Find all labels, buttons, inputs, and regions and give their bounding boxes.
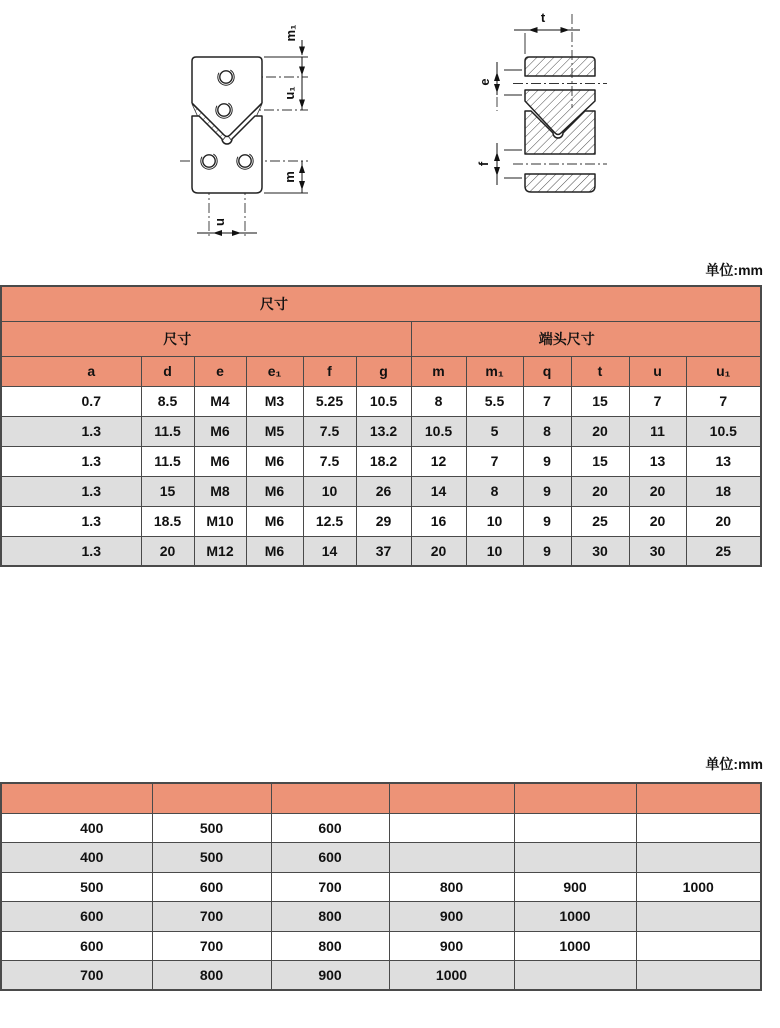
table-cell: 7.5 — [303, 416, 356, 446]
table-cell: 12 — [411, 446, 466, 476]
section-lower-block-bottom — [525, 174, 595, 192]
table-cell: 18.2 — [356, 446, 411, 476]
column-header-cell: g — [356, 356, 411, 386]
table-cell: 37 — [356, 536, 411, 566]
table-cell: 400 — [1, 843, 152, 873]
table-cell: M6 — [194, 416, 246, 446]
table-cell: 1000 — [514, 931, 636, 961]
table-cell: 900 — [389, 902, 514, 932]
column-header-cell: m₁ — [466, 356, 523, 386]
table-row — [1, 843, 761, 873]
dim-label-m1: m₁ — [283, 24, 298, 42]
table-row — [1, 813, 761, 843]
table-cell: 20 — [141, 536, 194, 566]
dim-label-u1: u₁ — [282, 86, 297, 100]
table-cell: 800 — [271, 931, 389, 961]
table-cell: 20 — [686, 506, 761, 536]
table-cell: 10.5 — [686, 416, 761, 446]
table-cell: 9 — [523, 476, 571, 506]
table-row — [1, 476, 761, 506]
table-cell — [514, 961, 636, 991]
length-table — [0, 782, 762, 991]
table-cell: 7 — [629, 386, 686, 416]
table-row — [1, 902, 761, 932]
table-cell: M6 — [246, 476, 303, 506]
table-row — [1, 872, 761, 902]
table-cell: M10 — [194, 506, 246, 536]
column-header-cell: u₁ — [686, 356, 761, 386]
table-cell: 700 — [1, 961, 152, 991]
column-header-cell: e — [194, 356, 246, 386]
table-cell: M3 — [246, 386, 303, 416]
column-header-cell — [636, 783, 761, 813]
table-cell: M6 — [246, 506, 303, 536]
table-cell: 600 — [1, 931, 152, 961]
table-cell: 7 — [523, 386, 571, 416]
table-cell: 1.3 — [1, 446, 141, 476]
table-cell: 13 — [629, 446, 686, 476]
table-cell: 1000 — [389, 961, 514, 991]
table-cell: 10.5 — [411, 416, 466, 446]
dimension-table-body — [1, 386, 761, 566]
table-title: 尺寸 — [1, 286, 761, 321]
dim-label-m: m — [282, 171, 297, 183]
front-view-drawing — [180, 25, 308, 238]
table-cell: 30 — [629, 536, 686, 566]
column-header-cell: t — [571, 356, 629, 386]
dim-label-e: e — [477, 78, 492, 86]
table-cell: 700 — [271, 872, 389, 902]
group-header-row — [1, 321, 761, 356]
table-cell: 5.25 — [303, 386, 356, 416]
table-cell: 13.2 — [356, 416, 411, 446]
table-cell: 15 — [571, 386, 629, 416]
unit-label-top: 单位:mm — [705, 262, 763, 278]
column-header-cell — [152, 783, 271, 813]
group-header-dimensions: 尺寸 — [1, 321, 411, 356]
table-row — [1, 961, 761, 991]
dim-label-t: t — [540, 10, 546, 25]
table-row — [1, 506, 761, 536]
section-top-block — [525, 57, 595, 76]
table-cell: M6 — [246, 446, 303, 476]
table-cell: 7 — [686, 386, 761, 416]
column-header-cell: e₁ — [246, 356, 303, 386]
table-cell: 8 — [523, 416, 571, 446]
table-cell — [636, 961, 761, 991]
table-row — [1, 446, 761, 476]
column-header-cell: u — [629, 356, 686, 386]
table-cell: 10.5 — [356, 386, 411, 416]
table-cell: 25 — [571, 506, 629, 536]
table-cell: 5.5 — [466, 386, 523, 416]
column-header-cell: d — [141, 356, 194, 386]
table-cell — [636, 843, 761, 873]
table-cell: 700 — [152, 902, 271, 932]
table-cell: 0.7 — [1, 386, 141, 416]
table-cell: 1000 — [636, 872, 761, 902]
table-cell — [389, 813, 514, 843]
table-cell — [514, 843, 636, 873]
table-cell: 11.5 — [141, 446, 194, 476]
table-cell: 1000 — [514, 902, 636, 932]
column-header-cell — [514, 783, 636, 813]
table-cell: 600 — [152, 872, 271, 902]
table-cell: 7 — [466, 446, 523, 476]
table-cell: 13 — [686, 446, 761, 476]
section-view-drawing — [476, 10, 607, 192]
table-cell: 500 — [152, 843, 271, 873]
table-cell: 1.3 — [1, 416, 141, 446]
group-header-end-dimensions: 端头尺寸 — [411, 321, 761, 356]
table-cell: 10 — [466, 506, 523, 536]
table-cell: 500 — [152, 813, 271, 843]
table-cell: 9 — [523, 506, 571, 536]
table-cell: 1.3 — [1, 476, 141, 506]
table-cell: 15 — [141, 476, 194, 506]
table-cell: 400 — [1, 813, 152, 843]
table-cell: 1.3 — [1, 506, 141, 536]
table-row — [1, 416, 761, 446]
dim-label-f: f — [476, 161, 491, 167]
table-cell: 900 — [271, 961, 389, 991]
column-header-cell: a — [1, 356, 141, 386]
column-header-cell: f — [303, 356, 356, 386]
table-cell: 16 — [411, 506, 466, 536]
table-cell: 600 — [271, 813, 389, 843]
table-cell: 20 — [629, 476, 686, 506]
table-cell: 10 — [466, 536, 523, 566]
table-cell: 18.5 — [141, 506, 194, 536]
table-cell: 20 — [571, 416, 629, 446]
table-cell: 12.5 — [303, 506, 356, 536]
table-row — [1, 536, 761, 566]
table-cell: 8.5 — [141, 386, 194, 416]
table-cell: 14 — [411, 476, 466, 506]
table-cell — [636, 931, 761, 961]
table-cell: 8 — [411, 386, 466, 416]
table-title-row — [1, 286, 761, 321]
dimension-table — [0, 285, 762, 567]
table-cell — [389, 843, 514, 873]
unit-label-bottom: 单位:mm — [705, 756, 763, 772]
table-cell — [636, 813, 761, 843]
column-header-cell — [389, 783, 514, 813]
table-cell: 8 — [466, 476, 523, 506]
table-cell: 25 — [686, 536, 761, 566]
column-header-cell — [1, 783, 152, 813]
table-cell: 30 — [571, 536, 629, 566]
table-cell: 20 — [411, 536, 466, 566]
table-cell: 18 — [686, 476, 761, 506]
table-cell: M8 — [194, 476, 246, 506]
table-cell: 20 — [629, 506, 686, 536]
table-cell — [636, 902, 761, 932]
table-cell: 7.5 — [303, 446, 356, 476]
table-cell: M6 — [194, 446, 246, 476]
table-row — [1, 386, 761, 416]
table-cell: 29 — [356, 506, 411, 536]
table-cell: 9 — [523, 536, 571, 566]
length-table-body — [1, 813, 761, 990]
table-cell: 26 — [356, 476, 411, 506]
table-cell: 700 — [152, 931, 271, 961]
table-row — [1, 931, 761, 961]
table-cell: 1.3 — [1, 536, 141, 566]
table-cell: 11.5 — [141, 416, 194, 446]
column-header-cell — [271, 783, 389, 813]
table-cell: 15 — [571, 446, 629, 476]
table-cell: 5 — [466, 416, 523, 446]
table-cell: 800 — [389, 872, 514, 902]
column-header-row — [1, 356, 761, 386]
table-cell: 900 — [389, 931, 514, 961]
table-cell: M4 — [194, 386, 246, 416]
table-cell: 9 — [523, 446, 571, 476]
table-cell: 11 — [629, 416, 686, 446]
table-cell: 600 — [271, 843, 389, 873]
dim-label-u: u — [212, 218, 227, 226]
table-cell: 14 — [303, 536, 356, 566]
table-cell: 800 — [152, 961, 271, 991]
table-cell: M5 — [246, 416, 303, 446]
table-cell: 500 — [1, 872, 152, 902]
column-header-cell: q — [523, 356, 571, 386]
table-cell: 900 — [514, 872, 636, 902]
table-cell: 20 — [571, 476, 629, 506]
technical-drawings — [0, 0, 780, 258]
table-cell: M6 — [246, 536, 303, 566]
length-table-header-row — [1, 783, 761, 813]
table-cell: 800 — [271, 902, 389, 932]
table-cell — [514, 813, 636, 843]
column-header-cell: m — [411, 356, 466, 386]
table-cell: 10 — [303, 476, 356, 506]
table-cell: 600 — [1, 902, 152, 932]
table-cell: M12 — [194, 536, 246, 566]
